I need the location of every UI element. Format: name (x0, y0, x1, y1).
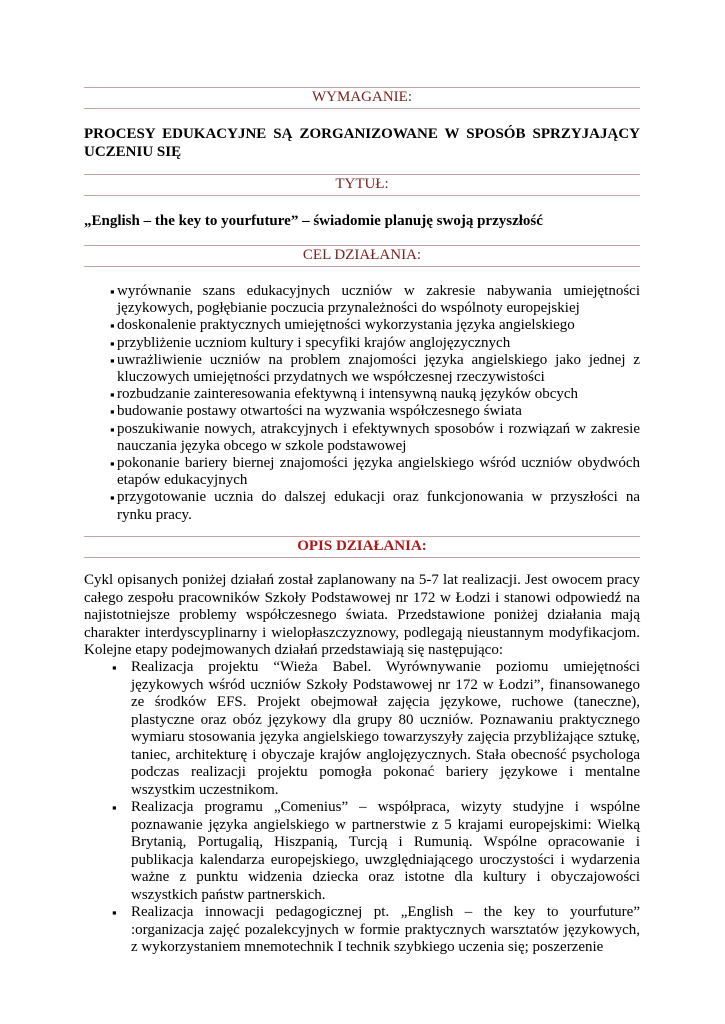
steps-list (84, 659, 640, 957)
requirement-text: PROCESY EDUKACYJNE SĄ ZORGANIZOWANE W SPOSÓB SPRZYJAJĄCY UCZENIU SIĘ (84, 126, 640, 160)
steps-list-container (84, 659, 640, 957)
description-intro: Cykl opisanych poniżej działań został zaplanowany na 5-7 lat realizacji. Jest owocem pracy całego zespołu pracowników Szkoły Podstawowej nr 172 w Łodzi i stanowi odpowiedź na najistotniejsze problemy współczesnego świata. Przedstawione poniżej działania mają charakter interdyscyplinarny i wielopłaszczyznowy, podlegają nieustannym modyfikacjom. Kolejne etapy podejmowanych działań przedstawiają się następująco: (84, 572, 640, 658)
goals-list (84, 283, 640, 524)
goal-item: ▪ wyrównanie szans edukacyjnych uczniów w zakresie nabywania umiejętności językowych, pogłębianie poczucia przynależności do wspólnoty europejskiej (84, 283, 640, 317)
description-heading: OPIS DZIAŁANIA: (84, 536, 640, 558)
step-item: ▪ Realizacja projektu “Wieża Babel. Wyrównywanie poziomu umiejętności językowych wśród uczniów Szkoły Podstawowej nr 172 w Łodzi”, finansowanego ze środków EFS. Projekt obejmował zajęcia językowe, ruchowe (taneczne), plastyczne oraz obóz językowy dla grupy 80 uczniów. Poznawaniu praktycznego wymiaru stosowania języka angielskiego towarzyszyły zajęcia przybliżające sztukę, taniec, architekturę i obyczaje krajów anglojęzycznych. Stała obecność psychologa podczas realizacji projektu pomogła pokonać bariery językowe i mentalne wszystkim uczestnikom. (84, 659, 640, 799)
goal-item: ▪ pokonanie bariery biernej znajomości języka angielskiego wśród uczniów obydwóch etapów edukacyjnych (84, 455, 640, 489)
goals-list-container (84, 283, 640, 524)
goal-item: ▪ budowanie postawy otwartości na wyzwania współczesnego świata (84, 403, 640, 420)
requirement-heading: WYMAGANIE: (84, 87, 640, 109)
goal-item: ▪ rozbudzanie zainteresowania efektywną i intensywną nauką języków obcych (84, 386, 640, 403)
title-heading: TYTUŁ: (84, 174, 640, 196)
goal-item: ▪ przygotowanie ucznia do dalszej edukacji oraz funkcjonowania w przyszłości na rynku pracy. (84, 489, 640, 523)
step-item: ▪ Realizacja innowacji pedagogicznej pt. „English – the key to yourfuture” :organizacja zajęć pozalekcyjnych w formie praktycznych warsztatów językowych, z wykorzystaniem mnemotechnik I technik szybkiego uczenia się; poszerzenie (84, 904, 640, 957)
goal-item: ▪ poszukiwanie nowych, atrakcyjnych i efektywnych sposobów i rozwiązań w zakresie nauczania języka obcego w szkole podstawowej (84, 421, 640, 455)
step-item: ▪ Realizacja programu „Comenius” – współpraca, wizyty studyjne i wspólne poznawanie języka angielskiego w partnerstwie z 5 krajami europejskimi: Wielką Brytanią, Portugalią, Hiszpanią, Turcją i Rumunią. Wspólne opracowanie i publikacja kalendarza europejskiego, uwzględniającego uroczystości i wydarzenia ważne z punktu widzenia dziecka oraz istotne dla kultury i obyczajowości wszystkich państw partnerskich. (84, 799, 640, 904)
goal-heading: CEL DZIAŁANIA: (84, 245, 640, 267)
goal-item: ▪ przybliżenie uczniom kultury i specyfiki krajów anglojęzycznych (84, 335, 640, 352)
title-text: „English – the key to yourfuture” – świadomie planuję swoją przyszłość (84, 213, 543, 229)
goal-item: ▪ uwrażliwienie uczniów na problem znajomości języka angielskiego jako jednej z kluczowych umiejętności przydatnych we współczesnej rzeczywistości (84, 352, 640, 386)
goal-item: ▪ doskonalenie praktycznych umiejętności wykorzystania języka angielskiego (84, 317, 640, 334)
